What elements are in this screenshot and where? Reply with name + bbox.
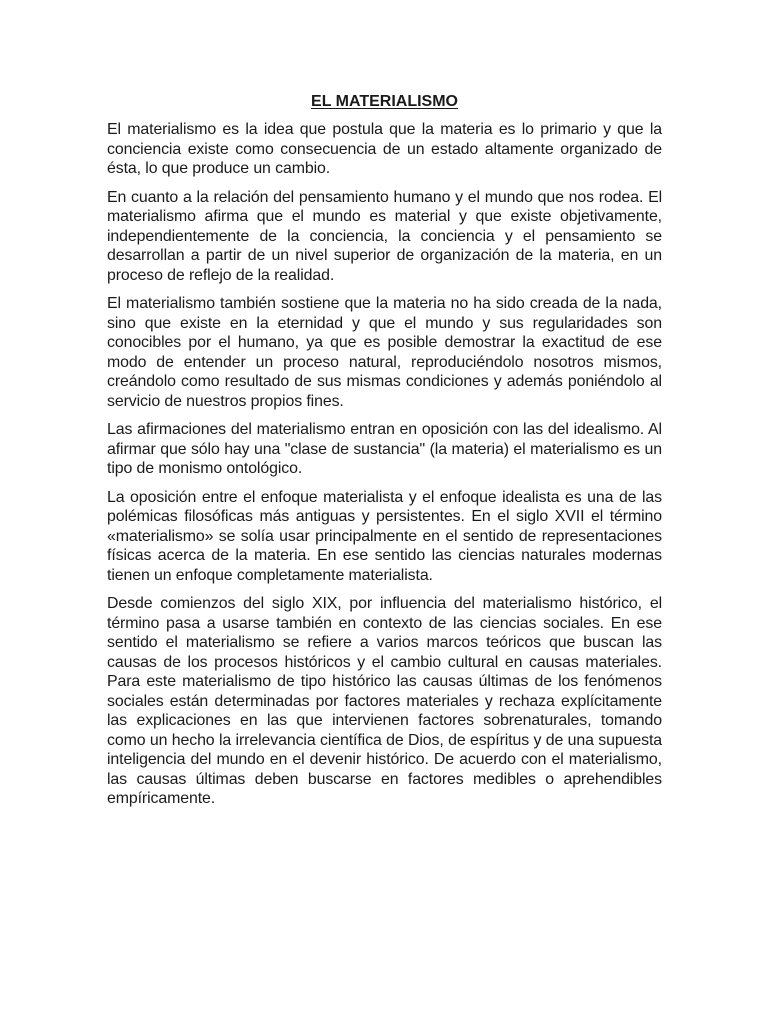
paragraph-2: En cuanto a la relación del pensamiento humano y el mundo que nos rodea. El materialismo afirma que el mundo es material y que existe objetivamente, independientemente de la conciencia, la conciencia y el pensamiento se desarrollan a partir de un nivel superior de organización de la materia, en un proceso de reflejo de la realidad. [107,188,662,284]
paragraph-6: Desde comienzos del siglo XIX, por influencia del materialismo histórico, el término pasa a usarse también en contexto de las ciencias sociales. En ese sentido el materialismo se refiere a varios marcos teóricos que buscan las causas de los procesos históricos y el cambio cultural en causas materiales. Para este materialismo de tipo histórico las causas últimas de los fenómenos sociales están determinadas por factores materiales y rechaza explícitamente las explicaciones en las que intervienen factores sobrenaturales, tomando como un hecho la irrelevancia científica de Dios, de espíritus y de una supuesta inteligencia del mundo en el devenir histórico. De acuerdo con el materialismo, las causas últimas deben buscarse en factores medibles o aprehendibles empíricamente. [107,595,662,807]
paragraph-1: El materialismo es la idea que postula que la materia es lo primario y que la conciencia existe como consecuencia de un estado altamente organizado de ésta, lo que produce un cambio. [107,121,662,177]
paragraph-3: El materialismo también sostiene que la materia no ha sido creada de la nada, sino que existe en la eternidad y que el mundo y sus regularidades son conocibles por el humano, ya que es posible demostrar la exactitud de ese modo de entender un proceso natural, reproduciéndolo nosotros mismos, creándolo como resultado de sus mismas condiciones y además poniéndolo al servicio de nuestros propios fines. [107,295,662,410]
document-title: EL MATERIALISMO [311,93,458,110]
paragraph-5: La oposición entre el enfoque materialista y el enfoque idealista es una de las polémicas filosóficas más antiguas y persistentes. En el siglo XVII el término «materialismo» se solía usar principalmente en el sentido de representaciones físicas acerca de la materia. En ese sentido las ciencias naturales modernas tienen un enfoque completamente materialista. [107,488,662,584]
paragraph-4: Las afirmaciones del materialismo entran en oposición con las del idealismo. Al afirmar que sólo hay una "clase de sustancia" (la materia) el materialismo es un tipo de monismo ontológico. [107,421,662,477]
